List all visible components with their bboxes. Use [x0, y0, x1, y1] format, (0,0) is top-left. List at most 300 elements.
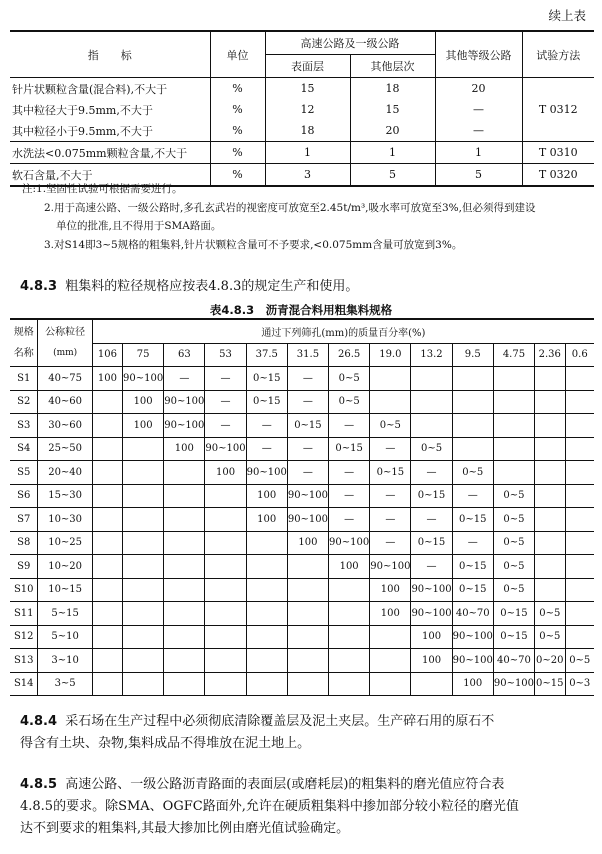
- spec-name-cell: S12: [10, 625, 38, 649]
- passing-cell: [535, 508, 565, 532]
- passing-cell: [493, 437, 534, 461]
- passing-cell: 0~15: [329, 437, 370, 461]
- passing-cell: [164, 484, 205, 508]
- passing-cell: [246, 625, 287, 649]
- passing-cell: 90~100: [452, 649, 493, 673]
- table-row: [10, 99, 594, 120]
- passing-cell: 90~100: [246, 461, 287, 485]
- passing-cell: —: [205, 367, 246, 391]
- spec-name-cell: S2: [10, 390, 38, 414]
- note-line: 3.对S14即3~5规格的粗集料,针片状颗粒含量可不予要求,<0.075mm含量可放宽到3%。: [44, 238, 463, 251]
- passing-cell: —: [370, 484, 411, 508]
- nominal-size-cell: 10~25: [38, 531, 92, 555]
- section-4-8-5: [20, 774, 595, 840]
- table-row: [10, 78, 594, 100]
- nominal-size-cell: 20~40: [38, 461, 92, 485]
- passing-cell: [123, 484, 164, 508]
- passing-cell: [92, 555, 122, 579]
- section-4-8-4: [20, 711, 595, 755]
- nominal-size-cell: 10~20: [38, 555, 92, 579]
- section-text: 粗集料的粒径规格应按表4.8.3的规定生产和使用。: [65, 279, 359, 294]
- passing-cell: 100: [329, 555, 370, 579]
- table-row: [10, 508, 594, 532]
- passing-cell: [246, 531, 287, 555]
- passing-cell: [287, 625, 328, 649]
- passing-cell: 0~5: [535, 625, 565, 649]
- passing-cell: [92, 484, 122, 508]
- header-passing-percent: 通过下列筛孔(mm)的质量百分率(%): [92, 319, 594, 343]
- passing-cell: —: [205, 414, 246, 438]
- passing-cell: 100: [246, 484, 287, 508]
- section-text: 高速公路、一级公路沥青路面的表面层(或磨耗层)的粗集料的磨光值应符合表: [65, 777, 505, 792]
- passing-cell: [565, 484, 594, 508]
- passing-cell: [452, 367, 493, 391]
- passing-cell: [565, 602, 594, 626]
- passing-cell: [493, 390, 534, 414]
- cell-method: T 0310: [522, 142, 594, 164]
- spec-name-cell: S8: [10, 531, 38, 555]
- passing-cell: [329, 602, 370, 626]
- passing-cell: [452, 414, 493, 438]
- header-other-grades: 其他等级公路: [435, 31, 522, 78]
- passing-cell: [123, 437, 164, 461]
- table-row: [10, 437, 594, 461]
- passing-cell: [287, 672, 328, 696]
- header-other-layers: 其他层次: [350, 55, 435, 78]
- passing-cell: [287, 602, 328, 626]
- note-line: 注:1.坚固性试验可根据需要进行。: [22, 183, 183, 195]
- passing-cell: —: [205, 390, 246, 414]
- passing-cell: [164, 602, 205, 626]
- passing-cell: 100: [123, 390, 164, 414]
- passing-cell: 0~15: [535, 672, 565, 696]
- passing-cell: [92, 414, 122, 438]
- passing-cell: 100: [287, 531, 328, 555]
- nominal-size-cell: 15~30: [38, 484, 92, 508]
- passing-cell: 90~100: [493, 672, 534, 696]
- passing-cell: —: [329, 508, 370, 532]
- spec-name-cell: S13: [10, 649, 38, 673]
- passing-cell: 0~15: [287, 414, 328, 438]
- passing-cell: 90~100: [164, 390, 205, 414]
- passing-cell: 0~3: [565, 672, 594, 696]
- note-line: 2.用于高速公路、一级公路时,多孔玄武岩的视密度可放宽至2.45t/m³,吸水率可放宽至3%,但必须得到建设: [44, 201, 536, 214]
- spec-name-cell: S4: [10, 437, 38, 461]
- cell-indicator: 针片状颗粒含量(混合料),不大于: [12, 82, 168, 96]
- passing-cell: —: [287, 461, 328, 485]
- table-row: [10, 649, 594, 673]
- passing-cell: [164, 625, 205, 649]
- passing-cell: [565, 437, 594, 461]
- passing-cell: 100: [246, 508, 287, 532]
- passing-cell: 90~100: [329, 531, 370, 555]
- passing-cell: [565, 390, 594, 414]
- passing-cell: [205, 649, 246, 673]
- table-row: [10, 461, 594, 485]
- passing-cell: [329, 672, 370, 696]
- passing-cell: [164, 531, 205, 555]
- section-text: 达不到要求的粗集料,其最大掺加比例由磨光值试验确定。: [20, 821, 350, 836]
- passing-cell: [205, 625, 246, 649]
- table-row: [10, 672, 594, 696]
- passing-cell: [164, 555, 205, 579]
- passing-cell: 0~15: [452, 508, 493, 532]
- nominal-size-cell: 5~15: [38, 602, 92, 626]
- table-row: [10, 602, 594, 626]
- passing-cell: [123, 578, 164, 602]
- spec-name-cell: S10: [10, 578, 38, 602]
- passing-cell: 90~100: [123, 367, 164, 391]
- passing-cell: —: [246, 437, 287, 461]
- passing-cell: [535, 437, 565, 461]
- cell-surface: 1: [265, 142, 350, 164]
- passing-cell: 0~15: [370, 461, 411, 485]
- cell-other-layers: 18: [350, 78, 435, 100]
- passing-cell: —: [411, 461, 452, 485]
- passing-cell: —: [411, 508, 452, 532]
- passing-cell: 0~15: [452, 555, 493, 579]
- passing-cell: 0~5: [493, 578, 534, 602]
- passing-cell: 0~5: [370, 414, 411, 438]
- passing-cell: [452, 437, 493, 461]
- passing-cell: 90~100: [164, 414, 205, 438]
- passing-cell: [535, 367, 565, 391]
- sieve-size-header: 75: [123, 343, 164, 367]
- nominal-size-cell: 25~50: [38, 437, 92, 461]
- passing-cell: [565, 531, 594, 555]
- spec-name-cell: S3: [10, 414, 38, 438]
- passing-cell: [493, 461, 534, 485]
- cell-other-layers: 15: [350, 99, 435, 120]
- sieve-size-header: 63: [164, 343, 205, 367]
- passing-cell: 100: [92, 367, 122, 391]
- continued-label: 续上表: [548, 8, 586, 23]
- spec-name-cell: S7: [10, 508, 38, 532]
- passing-cell: [535, 414, 565, 438]
- passing-cell: [205, 602, 246, 626]
- header-test-method: 试验方法: [522, 31, 594, 78]
- nominal-size-cell: 40~60: [38, 390, 92, 414]
- passing-cell: [205, 672, 246, 696]
- passing-cell: [123, 602, 164, 626]
- cell-other-grades: 20: [435, 78, 522, 100]
- passing-cell: —: [164, 367, 205, 391]
- table-row: [10, 120, 594, 142]
- spec-name-cell: S5: [10, 461, 38, 485]
- passing-cell: [92, 578, 122, 602]
- passing-cell: [92, 508, 122, 532]
- passing-cell: 0~5: [411, 437, 452, 461]
- passing-cell: 90~100: [452, 625, 493, 649]
- spec-name-cell: S6: [10, 484, 38, 508]
- passing-cell: 90~100: [411, 578, 452, 602]
- passing-cell: [565, 625, 594, 649]
- passing-cell: [370, 649, 411, 673]
- passing-cell: 0~15: [493, 625, 534, 649]
- passing-cell: [92, 602, 122, 626]
- passing-cell: 0~5: [493, 555, 534, 579]
- cell-other-grades: 1: [435, 142, 522, 164]
- aggregate-quality-table: [10, 30, 594, 187]
- passing-cell: —: [370, 437, 411, 461]
- cell-surface: 15: [265, 78, 350, 100]
- cell-indicator: 其中粒径大于9.5mm,不大于: [12, 103, 153, 117]
- passing-cell: 90~100: [411, 602, 452, 626]
- passing-cell: —: [329, 461, 370, 485]
- cell-surface: 12: [265, 99, 350, 120]
- passing-cell: 0~5: [329, 390, 370, 414]
- table-row: [10, 390, 594, 414]
- passing-cell: [535, 578, 565, 602]
- passing-cell: [565, 578, 594, 602]
- cell-other-grades: —: [435, 120, 522, 142]
- passing-cell: —: [287, 390, 328, 414]
- spec-name-cell: S14: [10, 672, 38, 696]
- passing-cell: [164, 578, 205, 602]
- passing-cell: [205, 555, 246, 579]
- passing-cell: [246, 555, 287, 579]
- cell-surface: 18: [265, 120, 350, 142]
- nominal-size-cell: 40~75: [38, 367, 92, 391]
- passing-cell: [370, 390, 411, 414]
- passing-cell: [164, 672, 205, 696]
- table-notes: [22, 180, 594, 254]
- passing-cell: [329, 578, 370, 602]
- passing-cell: 90~100: [205, 437, 246, 461]
- passing-cell: 100: [370, 602, 411, 626]
- passing-cell: [246, 672, 287, 696]
- passing-cell: [370, 672, 411, 696]
- passing-cell: [123, 508, 164, 532]
- spec-name-cell: S9: [10, 555, 38, 579]
- cell-indicator: 其中粒径小于9.5mm,不大于: [12, 124, 153, 138]
- passing-cell: [164, 508, 205, 532]
- passing-cell: —: [411, 555, 452, 579]
- passing-cell: [411, 390, 452, 414]
- cell-unit: %: [210, 120, 265, 142]
- passing-cell: [92, 531, 122, 555]
- passing-cell: [246, 649, 287, 673]
- nominal-size-cell: 30~60: [38, 414, 92, 438]
- passing-cell: [92, 390, 122, 414]
- passing-cell: [92, 672, 122, 696]
- cell-other-layers: 5: [350, 164, 435, 187]
- passing-cell: 0~5: [493, 531, 534, 555]
- passing-cell: —: [370, 508, 411, 532]
- passing-cell: [411, 367, 452, 391]
- passing-cell: 100: [411, 649, 452, 673]
- passing-cell: [92, 625, 122, 649]
- sieve-size-header: 2.36: [535, 343, 565, 367]
- passing-cell: —: [246, 414, 287, 438]
- passing-cell: 100: [452, 672, 493, 696]
- sieve-size-header: 37.5: [246, 343, 287, 367]
- passing-cell: 90~100: [287, 508, 328, 532]
- nominal-size-cell: 10~30: [38, 508, 92, 532]
- sieve-size-header: 53: [205, 343, 246, 367]
- passing-cell: [123, 672, 164, 696]
- passing-cell: 0~5: [329, 367, 370, 391]
- passing-cell: 0~5: [493, 508, 534, 532]
- cell-other-grades: —: [435, 99, 522, 120]
- sieve-size-header: 0.6: [565, 343, 594, 367]
- table-row: [10, 531, 594, 555]
- section-4-8-3: [20, 276, 595, 298]
- passing-cell: [287, 578, 328, 602]
- cell-unit: %: [210, 99, 265, 120]
- passing-cell: [565, 367, 594, 391]
- passing-cell: 100: [205, 461, 246, 485]
- cell-method: T 0320: [522, 164, 594, 187]
- passing-cell: [164, 461, 205, 485]
- cell-surface: 3: [265, 164, 350, 187]
- passing-cell: [535, 390, 565, 414]
- passing-cell: 40~70: [452, 602, 493, 626]
- passing-cell: [205, 484, 246, 508]
- passing-cell: [287, 555, 328, 579]
- passing-cell: 100: [123, 414, 164, 438]
- section-text: 得含有土块、杂物,集料成品不得堆放在泥土地上。: [20, 736, 311, 751]
- nominal-size-cell: 3~10: [38, 649, 92, 673]
- sieve-size-header: 19.0: [370, 343, 411, 367]
- cell-unit: %: [210, 78, 265, 100]
- passing-cell: 0~15: [493, 602, 534, 626]
- passing-cell: 90~100: [287, 484, 328, 508]
- passing-cell: 0~5: [493, 484, 534, 508]
- passing-cell: [565, 555, 594, 579]
- passing-cell: [92, 649, 122, 673]
- passing-cell: 0~15: [411, 484, 452, 508]
- header-indicator: 指 标: [10, 31, 210, 78]
- table-row: [10, 367, 594, 391]
- section-number: 4.8.5: [20, 777, 58, 792]
- section-number: 4.8.3: [20, 279, 58, 294]
- passing-cell: —: [287, 437, 328, 461]
- passing-cell: 0~5: [565, 649, 594, 673]
- passing-cell: [205, 508, 246, 532]
- passing-cell: [370, 367, 411, 391]
- sieve-size-header: 13.2: [411, 343, 452, 367]
- cell-indicator: 软石含量,不大于: [10, 164, 210, 187]
- passing-cell: [493, 367, 534, 391]
- passing-cell: [205, 531, 246, 555]
- passing-cell: [123, 555, 164, 579]
- cell-other-layers: 1: [350, 142, 435, 164]
- passing-cell: [205, 578, 246, 602]
- passing-cell: —: [452, 484, 493, 508]
- passing-cell: 0~15: [411, 531, 452, 555]
- cell-unit: %: [210, 164, 265, 187]
- passing-cell: [92, 437, 122, 461]
- nominal-size-cell: 3~5: [38, 672, 92, 696]
- passing-cell: [535, 555, 565, 579]
- sieve-size-header: 31.5: [287, 343, 328, 367]
- passing-cell: [411, 414, 452, 438]
- passing-cell: [164, 649, 205, 673]
- passing-cell: [123, 649, 164, 673]
- passing-cell: —: [452, 531, 493, 555]
- section-text: 4.8.5的要求。除SMA、OGFC路面外,允许在硬质粗集料中掺加部分较小粒径的磨光值: [20, 799, 519, 814]
- header-highway-group: 高速公路及一级公路: [265, 31, 435, 55]
- table-row: [10, 414, 594, 438]
- sieve-size-header: 106: [92, 343, 122, 367]
- nominal-size-cell: 10~15: [38, 578, 92, 602]
- cell-unit: %: [210, 142, 265, 164]
- spec-name-cell: S1: [10, 367, 38, 391]
- passing-cell: —: [329, 414, 370, 438]
- passing-cell: 40~70: [493, 649, 534, 673]
- table-row: [10, 578, 594, 602]
- header-spec-name: 规格 名称: [10, 319, 38, 367]
- passing-cell: [411, 672, 452, 696]
- header-unit: 单位: [210, 31, 265, 78]
- passing-cell: [535, 531, 565, 555]
- table-4-8-3-title: 表4.8.3 沥青混合料用粗集料规格: [209, 303, 393, 317]
- passing-cell: [287, 649, 328, 673]
- passing-cell: 0~15: [246, 367, 287, 391]
- cell-indicator: 水洗法<0.075mm颗粒含量,不大于: [10, 142, 210, 164]
- passing-cell: [246, 578, 287, 602]
- passing-cell: [565, 414, 594, 438]
- section-text: 采石场在生产过程中必须彻底清除覆盖层及泥土夹层。生产碎石用的原石不: [65, 714, 495, 729]
- passing-cell: 0~20: [535, 649, 565, 673]
- passing-cell: —: [370, 531, 411, 555]
- sieve-size-header: 4.75: [493, 343, 534, 367]
- passing-cell: [452, 390, 493, 414]
- passing-cell: [565, 461, 594, 485]
- passing-cell: 0~5: [535, 602, 565, 626]
- passing-cell: [92, 461, 122, 485]
- cell-method: T 0312: [522, 78, 594, 142]
- passing-cell: 90~100: [370, 555, 411, 579]
- passing-cell: [123, 461, 164, 485]
- table-row: [10, 625, 594, 649]
- table-row: [10, 142, 594, 164]
- spec-name-cell: S11: [10, 602, 38, 626]
- sieve-size-header: 9.5: [452, 343, 493, 367]
- passing-cell: 100: [370, 578, 411, 602]
- passing-cell: [370, 625, 411, 649]
- passing-cell: —: [287, 367, 328, 391]
- passing-cell: [123, 625, 164, 649]
- passing-cell: 0~5: [452, 461, 493, 485]
- passing-cell: [246, 602, 287, 626]
- section-number: 4.8.4: [20, 714, 58, 729]
- header-surface-layer: 表面层: [265, 55, 350, 78]
- passing-cell: —: [329, 484, 370, 508]
- passing-cell: 0~15: [246, 390, 287, 414]
- sieve-size-header: 26.5: [329, 343, 370, 367]
- passing-cell: 0~15: [452, 578, 493, 602]
- passing-cell: [329, 625, 370, 649]
- passing-cell: [535, 484, 565, 508]
- cell-other-layers: 20: [350, 120, 435, 142]
- header-nominal-size: 公称粒径 (mm): [38, 319, 92, 367]
- coarse-aggregate-spec-table: [10, 318, 594, 696]
- passing-cell: [565, 508, 594, 532]
- cell-other-grades: 5: [435, 164, 522, 187]
- passing-cell: [329, 649, 370, 673]
- passing-cell: [535, 461, 565, 485]
- passing-cell: 100: [164, 437, 205, 461]
- sieve-header-row: [10, 343, 594, 367]
- passing-cell: [123, 531, 164, 555]
- table-row: [10, 555, 594, 579]
- table-row: [10, 484, 594, 508]
- passing-cell: [493, 414, 534, 438]
- passing-cell: 100: [411, 625, 452, 649]
- nominal-size-cell: 5~10: [38, 625, 92, 649]
